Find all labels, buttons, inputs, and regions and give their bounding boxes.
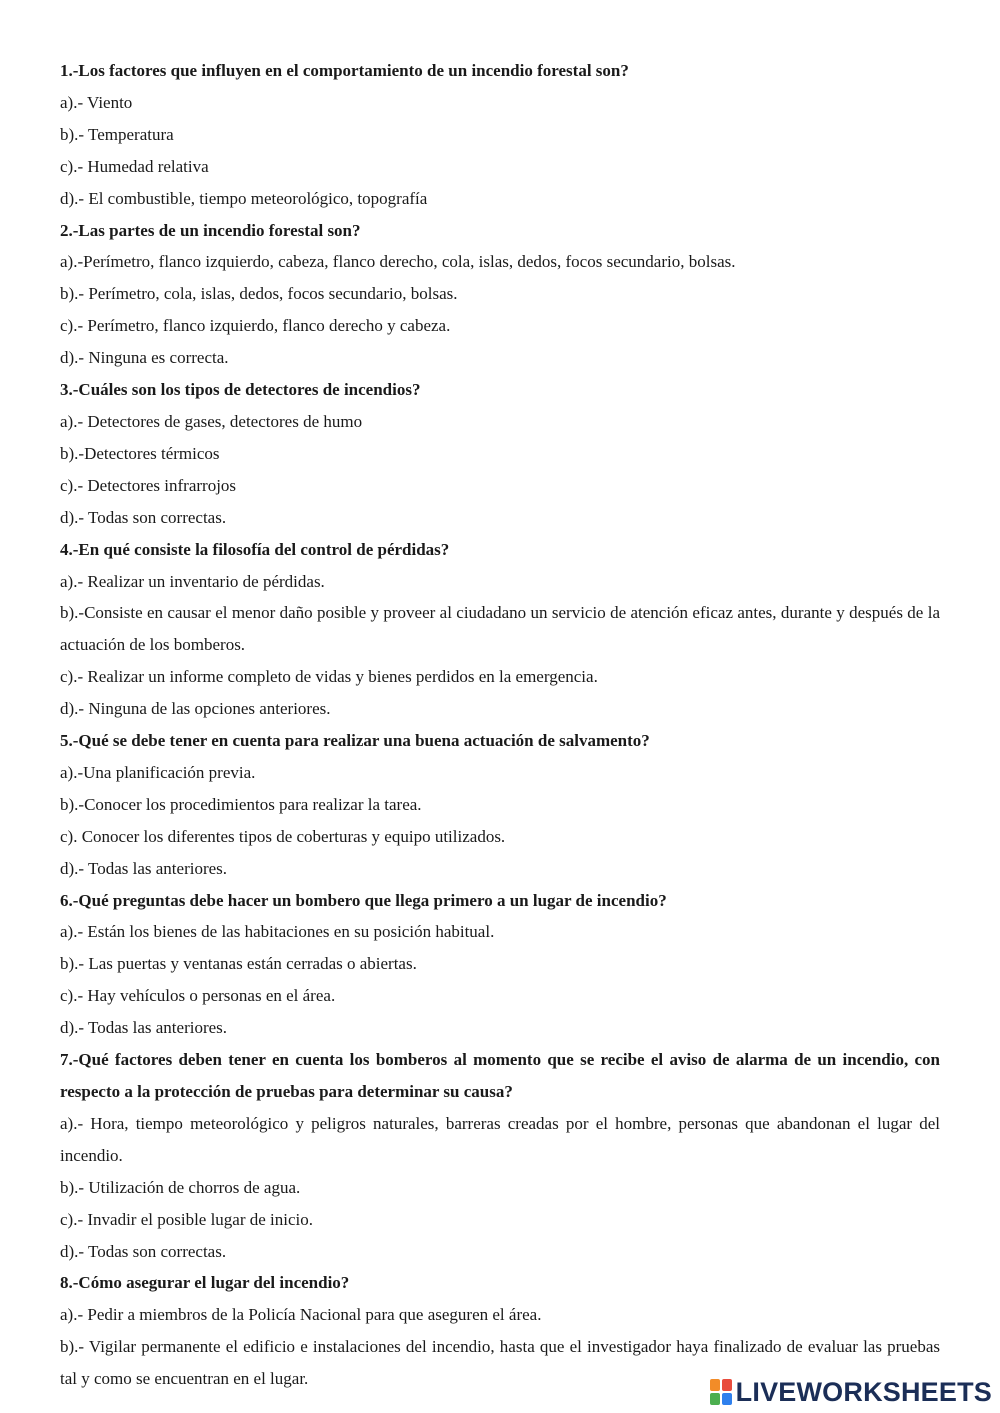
question-block <box>60 215 940 375</box>
liveworksheets-logo-icon <box>710 1379 732 1405</box>
answer-option: b).- Vigilar permanente el edificio e instalaciones del incendio, hasta que el investigador haya finalizado de evaluar las pruebas tal y como se encuentran en el lugar. <box>60 1337 940 1389</box>
answer-option: a).- Viento <box>60 92 133 112</box>
answer-option: a).- Pedir a miembros de la Policía Nacional para que aseguren el área. <box>60 1305 542 1325</box>
answer-option: a).- Detectores de gases, detectores de humo <box>60 411 363 431</box>
question-block <box>60 725 940 885</box>
answer-option: b).-Detectores térmicos <box>60 443 220 463</box>
answer-option: b).- Temperatura <box>60 124 174 144</box>
liveworksheets-branding <box>710 1375 992 1409</box>
answer-option: c).- Detectores infrarrojos <box>60 475 237 495</box>
answer-option: d).- Todas son correctas. <box>60 507 227 527</box>
answer-option: a).-Perímetro, flanco izquierdo, cabeza, flanco derecho, cola, islas, dedos, focos secundario, bolsas. <box>60 252 736 272</box>
question-text: 1.-Los factores que influyen en el comportamiento de un incendio forestal son? <box>60 61 629 80</box>
question-text: 7.-Qué factores deben tener en cuenta los bomberos al momento que se recibe el aviso de alarma de un incendio, con respecto a la protección de pruebas para determinar su causa? <box>60 1050 940 1101</box>
answer-option: a).- Están los bienes de las habitaciones en su posición habitual. <box>60 922 495 942</box>
answer-option: a).- Realizar un inventario de pérdidas. <box>60 571 325 591</box>
question-block <box>60 534 940 725</box>
answer-option: c). Conocer los diferentes tipos de coberturas y equipo utilizados. <box>60 826 506 846</box>
answer-option: c).- Hay vehículos o personas en el área. <box>60 986 336 1006</box>
answer-option: b).- Las puertas y ventanas están cerradas o abiertas. <box>60 954 417 974</box>
answer-option: d).- Todas las anteriores. <box>60 1018 228 1038</box>
answer-option: c).- Humedad relativa <box>60 156 209 176</box>
answer-option: c).- Perímetro, flanco izquierdo, flanco derecho y cabeza. <box>60 316 451 336</box>
quiz-content <box>60 55 940 1395</box>
question-text: 2.-Las partes de un incendio forestal son? <box>60 220 361 240</box>
answer-option: c).- Realizar un informe completo de vidas y bienes perdidos en la emergencia. <box>60 667 598 687</box>
question-text: 3.-Cuáles son los tipos de detectores de incendios? <box>60 380 421 400</box>
brand-name: LIVEWORKSHEETS <box>735 1376 992 1407</box>
question-text: 8.-Cómo asegurar el lugar del incendio? <box>60 1273 350 1293</box>
question-block <box>60 55 940 215</box>
question-text: 4.-En qué consiste la filosofía del control de pérdidas? <box>60 539 450 559</box>
answer-option: d).- Ninguna de las opciones anteriores. <box>60 699 331 719</box>
answer-option: b).- Perímetro, cola, islas, dedos, focos secundario, bolsas. <box>60 284 458 304</box>
answer-option: a).- Hora, tiempo meteorológico y peligros naturales, barreras creadas por el hombre, personas que abandonan el lugar del incendio. <box>60 1113 940 1165</box>
question-text: 5.-Qué se debe tener en cuenta para realizar una buena actuación de salvamento? <box>60 731 650 751</box>
answer-option: a).-Una planificación previa. <box>60 762 256 782</box>
answer-option: c).- Invadir el posible lugar de inicio. <box>60 1209 314 1229</box>
answer-option: d).- Ninguna es correcta. <box>60 348 229 368</box>
answer-option: d).- Todas las anteriores. <box>60 858 228 878</box>
answer-option: d).- Todas son correctas. <box>60 1241 227 1261</box>
question-block <box>60 885 940 1045</box>
answer-option: b).-Conocer los procedimientos para realizar la tarea. <box>60 794 422 814</box>
question-block <box>60 1044 940 1267</box>
question-text: 6.-Qué preguntas debe hacer un bombero que llega primero a un lugar de incendio? <box>60 890 667 910</box>
answer-option: d).- El combustible, tiempo meteorológico, topografía <box>60 188 428 208</box>
answer-option: b).- Utilización de chorros de agua. <box>60 1177 301 1197</box>
question-block <box>60 374 940 534</box>
answer-option: b).-Consiste en causar el menor daño posible y proveer al ciudadano un servicio de atención eficaz antes, durante y después de la actuación de los bomberos. <box>60 603 940 655</box>
